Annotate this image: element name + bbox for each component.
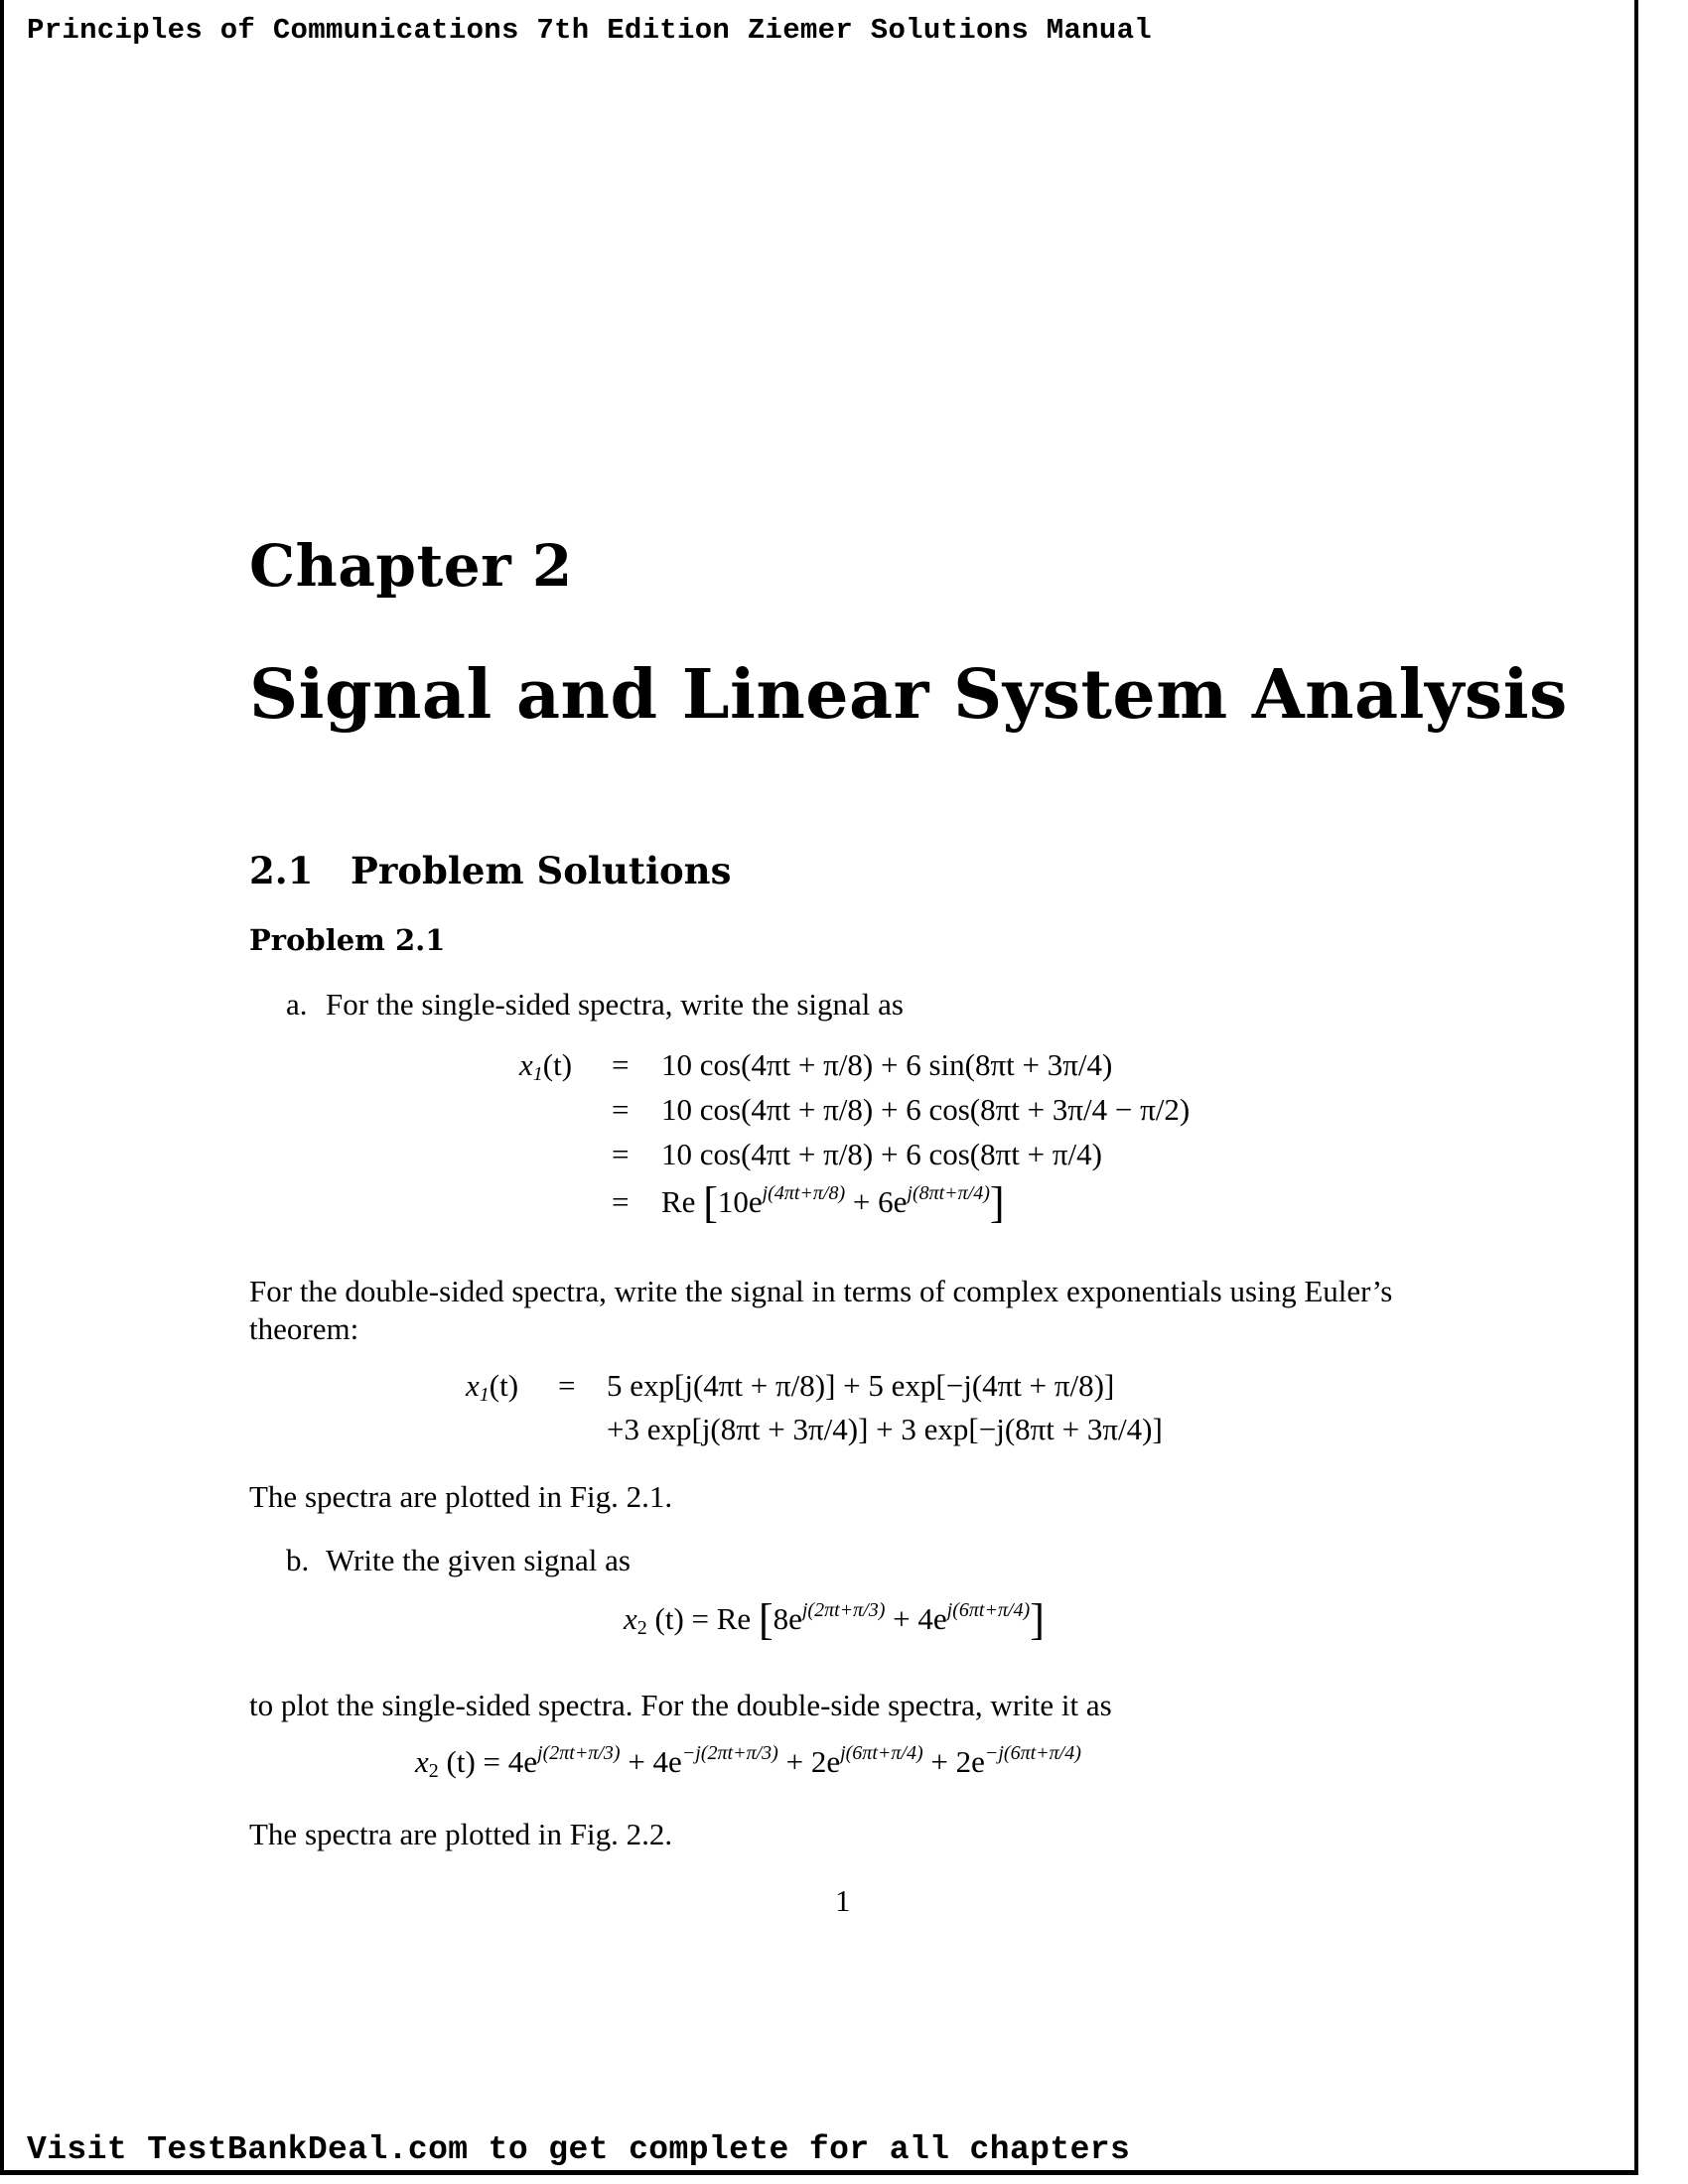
- figure-reference-2-1: The spectra are plotted in Fig. 2.1.: [249, 1479, 673, 1514]
- equals-sign: =: [612, 1184, 630, 1219]
- equation-x2-double-sided: $x_2$ $(t) = 4e^{j(2\pi t+\pi/3)} + 4e^{-j(2\pi t+\pi/3)} + 2e^{j(6\pi t+\pi/4)} + 2e^{-j(6\pi t+\pi/4)}$: [415, 1742, 1081, 1782]
- problem-heading: Problem 2.1: [249, 923, 446, 957]
- equation-rhs: 10 cos(4πt + π/8) + 6 sin(8πt + 3π/4): [661, 1047, 1113, 1082]
- equation-rhs: 5 exp[j(4πt + π/8)] + 5 exp[−j(4πt + π/8)]: [607, 1368, 1115, 1403]
- list-marker-b: b.: [286, 1543, 310, 1577]
- footer-banner: Visit TestBankDeal.com to get complete for all chapters: [27, 2131, 1131, 2168]
- equation-rhs: +3 exp[j(8πt + 3π/4)] + 3 exp[−j(8πt + 3π/4)]: [607, 1412, 1163, 1446]
- part-b-intro-text: Write the given signal as: [326, 1543, 631, 1577]
- equation-rhs: 10 cos(4πt + π/8) + 6 cos(8πt + π/4): [661, 1137, 1102, 1171]
- part-b-intro: [286, 1543, 631, 1578]
- chapter-title: Signal and Linear System Analysis: [249, 655, 1568, 735]
- equals-sign: =: [558, 1368, 576, 1403]
- header-banner: Principles of Communications 7th Edition Ziemer Solutions Manual: [27, 14, 1152, 47]
- list-marker-a: a.: [286, 987, 308, 1022]
- part-a-intro-text: For the single-sided spectra, write the signal as: [326, 987, 904, 1022]
- equals-sign: =: [612, 1092, 630, 1127]
- equals-sign: =: [612, 1137, 630, 1171]
- equation-rhs: 10 cos(4πt + π/8) + 6 cos(8πt + 3π/4 − π/2): [661, 1092, 1191, 1127]
- chapter-label: Chapter 2: [249, 532, 573, 600]
- equation-lhs: $x_1(t)$: [519, 1047, 573, 1085]
- section-heading: [249, 849, 731, 892]
- equation-x2-real-part: $x_2$ (t) = Re $[8e^{j(2\pi t+\pi/3)} + 4e^{j(6\pi t+\pi/4)}]$: [624, 1595, 1045, 1644]
- paragraph-double-side: to plot the single-sided spectra. For the double-side spectra, write it as: [249, 1688, 1112, 1722]
- section-number: 2.1: [249, 849, 314, 892]
- part-a-intro: [286, 987, 904, 1023]
- equation-lhs: $x_1(t)$: [466, 1368, 519, 1406]
- page-number: 1: [835, 1883, 851, 1918]
- section-title: Problem Solutions: [351, 849, 732, 892]
- paragraph-double-sided: For the double-sided spectra, write the signal in terms of complex exponentials using Euler’s theorem:: [249, 1274, 1393, 1346]
- equation-rhs: Re $[10e^{j(4\pi t+\pi/8)} + 6e^{j(8\pi t+\pi/4)}]$: [661, 1178, 1005, 1227]
- figure-reference-2-2: The spectra are plotted in Fig. 2.2.: [249, 1817, 673, 1851]
- equals-sign: =: [612, 1047, 630, 1082]
